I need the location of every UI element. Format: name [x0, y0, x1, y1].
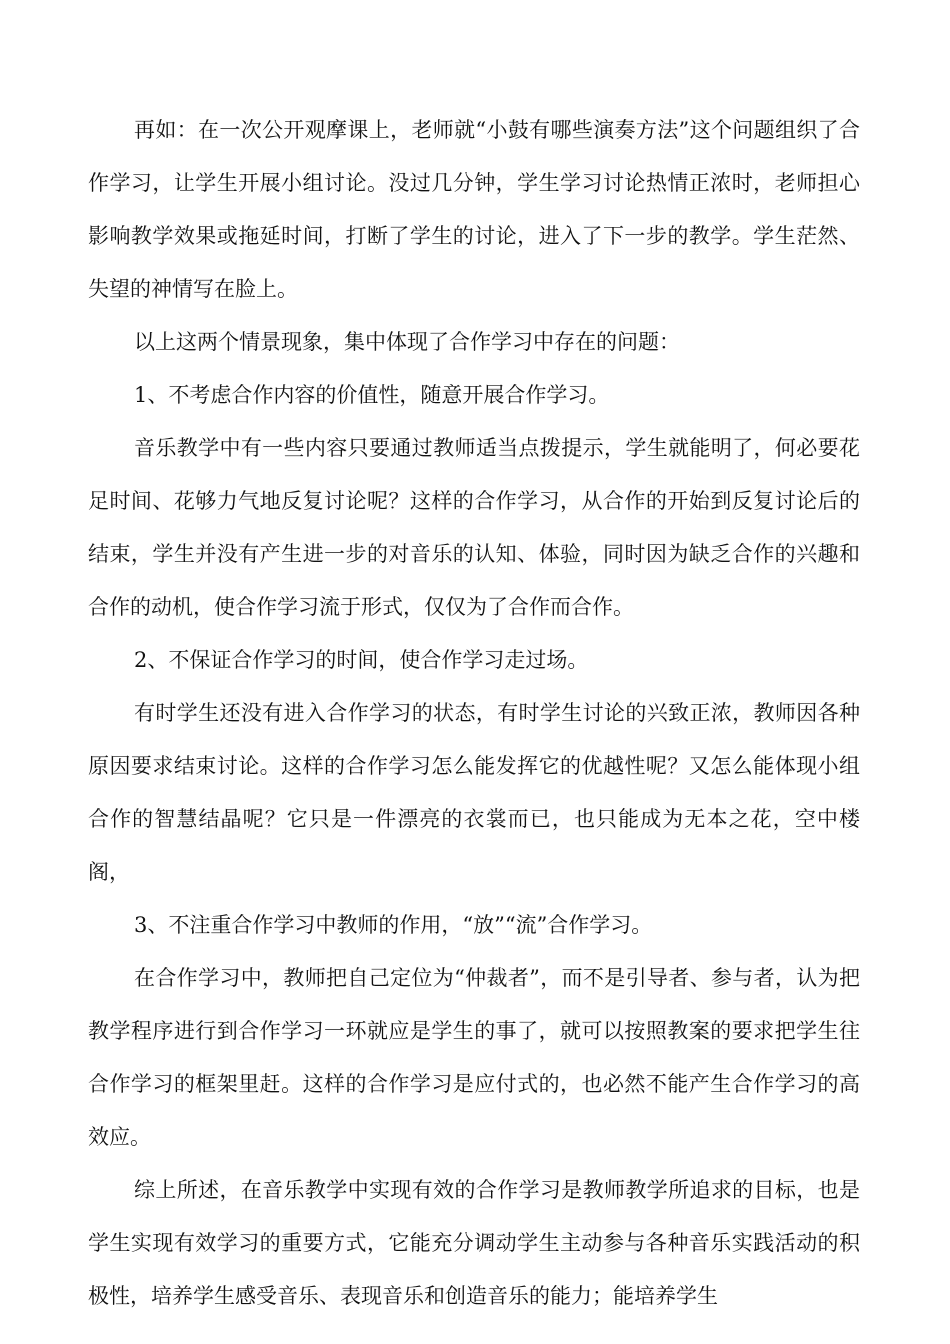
heading-problem-3: 3、不注重合作学习中教师的作用，“放”“流”合作学习。	[134, 913, 653, 937]
paragraph-problem-1-detail: 音乐教学中有一些内容只要通过教师适当点拨提示，学生就能明了，何必要花足时间、花够力气地反复讨论呢？这样的合作学习，从合作的开始到反复讨论后的结束，学生并没有产生进一步的对音乐的认知、体验，同时因为缺乏合作的兴趣和合作的动机，使合作学习流于形式，仅仅为了合作而合作。	[88, 436, 860, 619]
paragraph-conclusion: 综上所述，在音乐教学中实现有效的合作学习是教师教学所追求的目标，也是学生实现有效学习的重要方式，它能充分调动学生主动参与各种音乐实践活动的积极性，培养学生感受音乐、表现音乐和创造音乐的能力；能培养学生	[88, 1178, 860, 1308]
paragraph-problem-summary: 以上这两个情景现象，集中体现了合作学习中存在的问题：	[134, 330, 680, 354]
heading-problem-2: 2、不保证合作学习的时间，使合作学习走过场。	[134, 648, 589, 672]
paragraph-problem-2-detail: 有时学生还没有进入合作学习的状态，有时学生讨论的兴致正浓，教师因各种原因要求结束讨论。这样的合作学习怎么能发挥它的优越性呢？又怎么能体现小组合作的智慧结晶呢？它只是一件漂亮的衣裳而已，也只能成为无本之花，空中楼阁，	[88, 701, 860, 884]
paragraph-example-drum-lesson: 再如：在一次公开观摩课上，老师就“小鼓有哪些演奏方法”这个问题组织了合作学习，让学生开展小组讨论。没过几分钟，学生学习讨论热情正浓时，老师担心影响教学效果或拖延时间，打断了学生的讨论，进入了下一步的教学。学生茫然、失望的神情写在脸上。	[88, 118, 860, 301]
paragraph-problem-3-detail: 在合作学习中，教师把自己定位为“仲裁者”，而不是引导者、参与者，认为把教学程序进行到合作学习一环就应是学生的事了，就可以按照教案的要求把学生往合作学习的框架里赶。这样的合作学习是应付式的，也必然不能产生合作学习的高效应。	[88, 966, 860, 1149]
heading-problem-1: 1、不考虑合作内容的价值性，随意开展合作学习。	[134, 383, 610, 407]
document-body	[88, 104, 860, 1323]
